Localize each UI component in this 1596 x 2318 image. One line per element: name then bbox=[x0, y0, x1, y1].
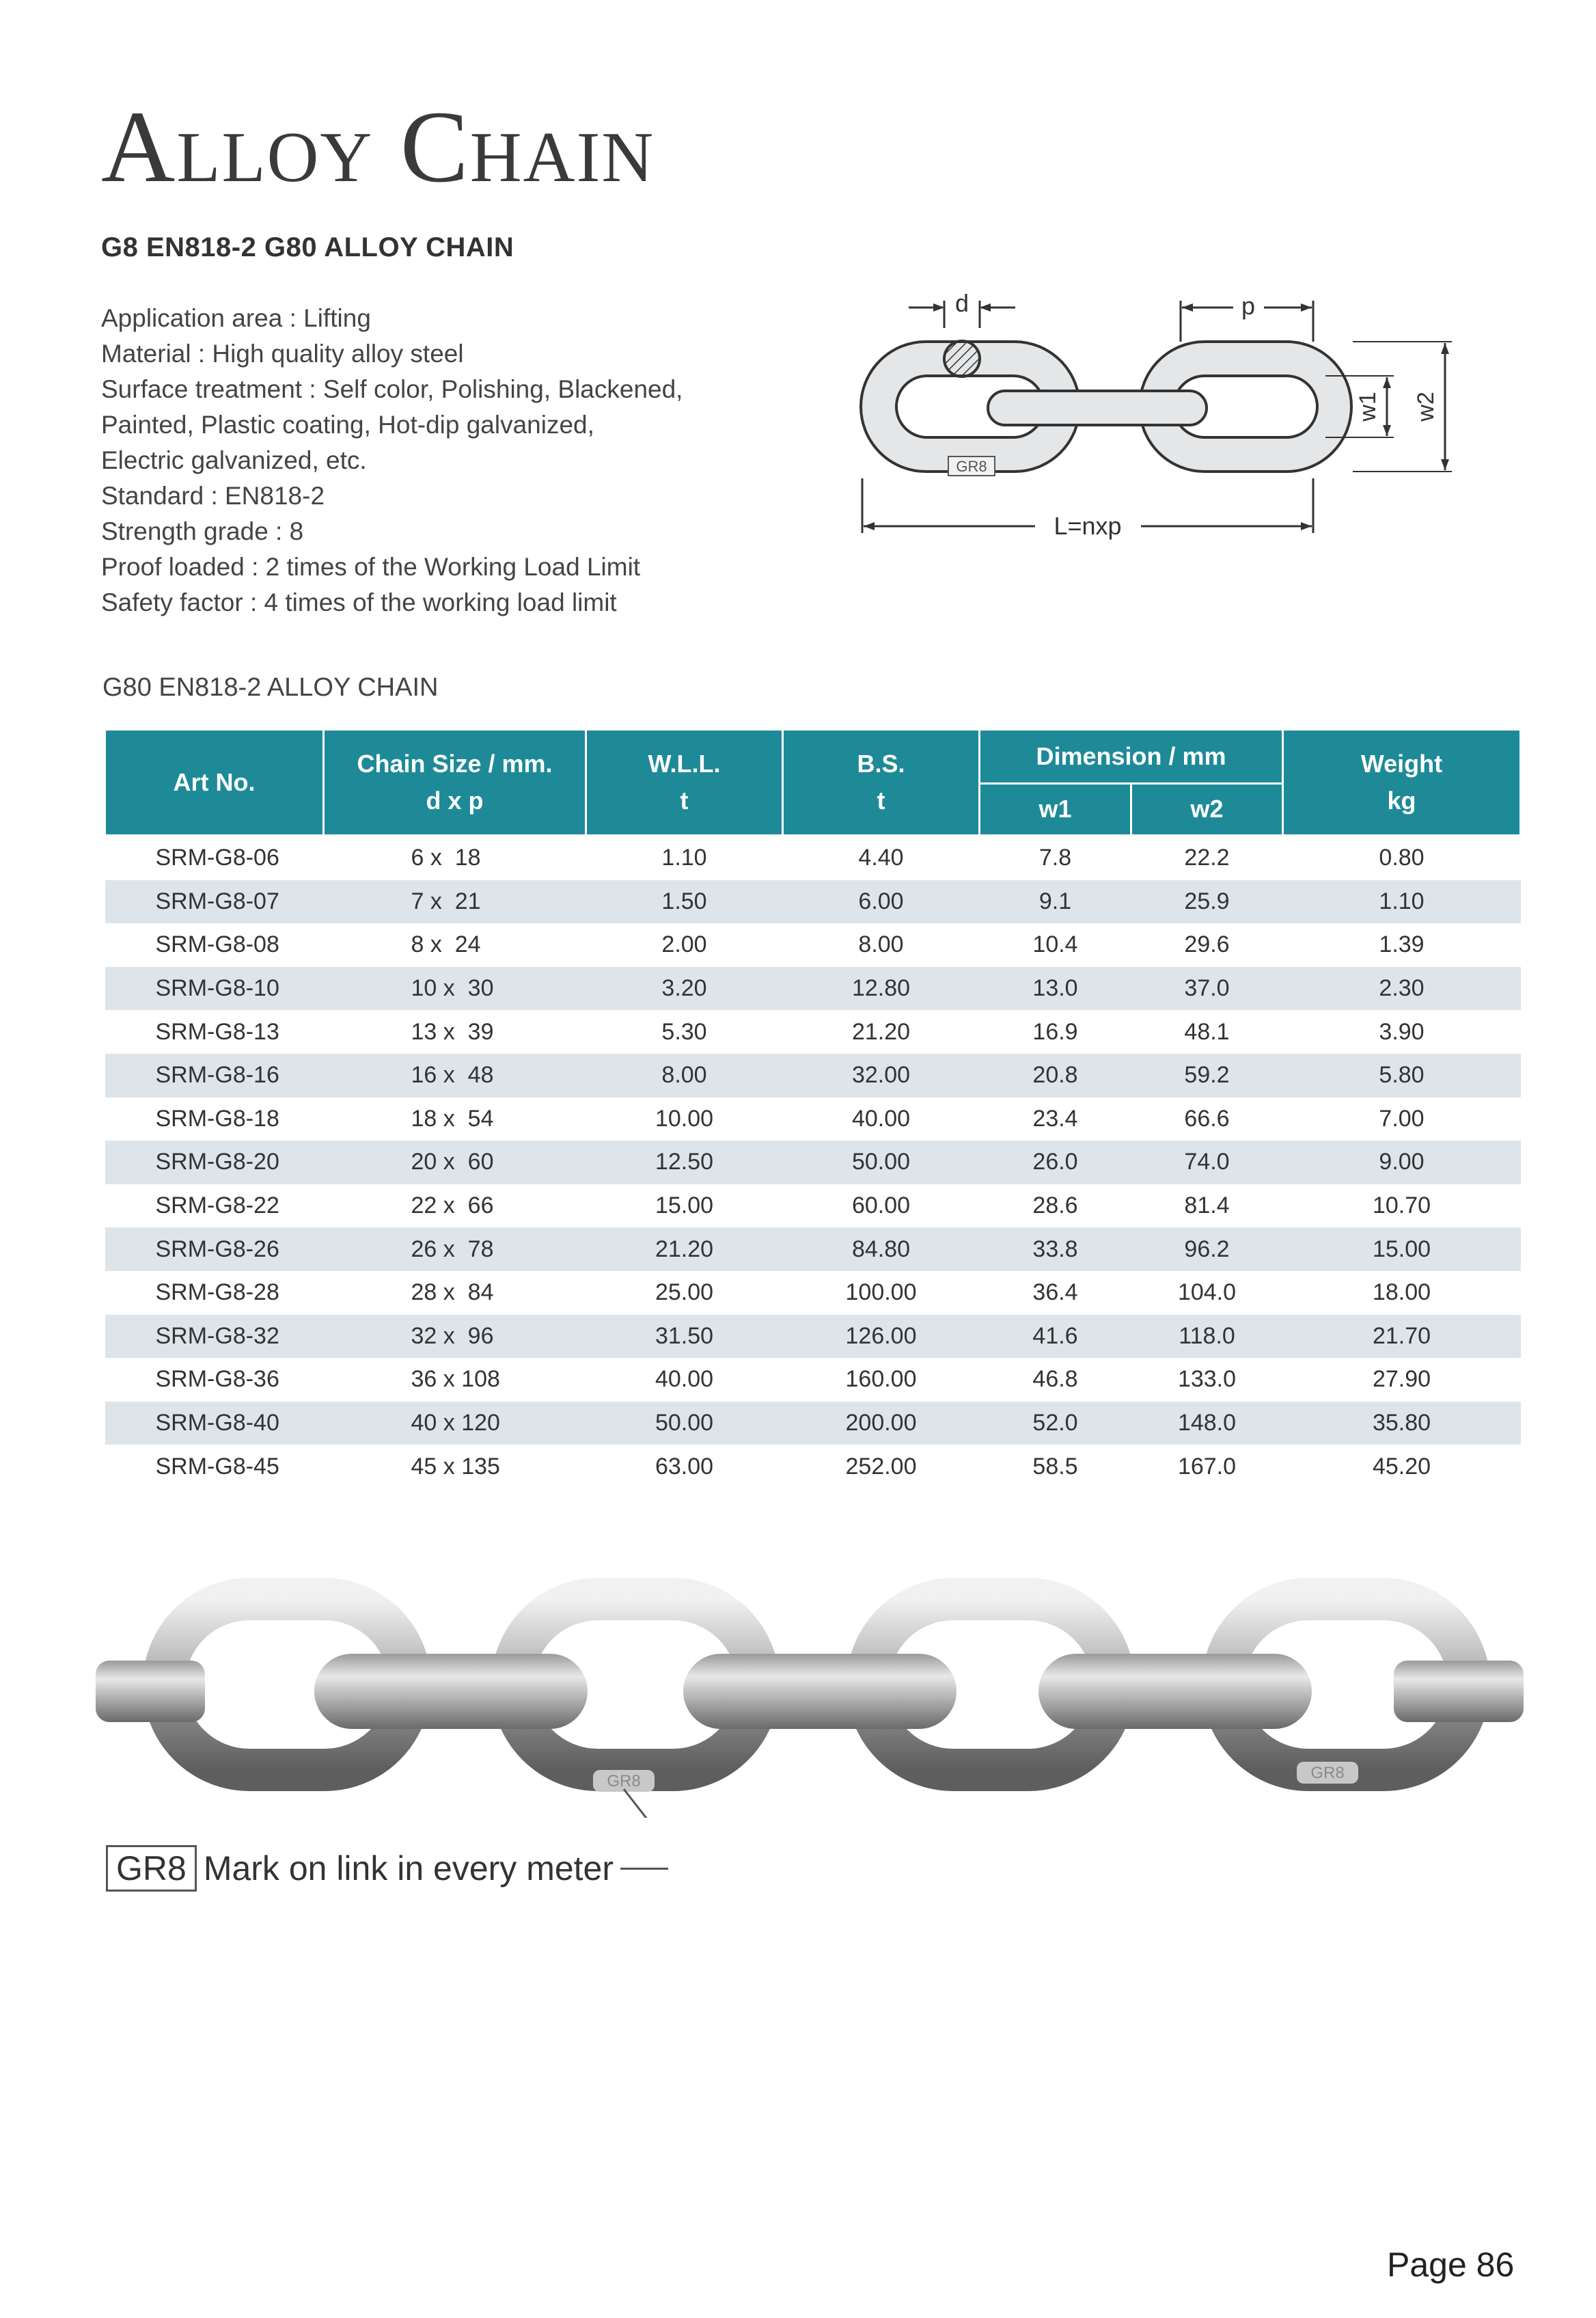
cell-chain-size: 10 x 30 bbox=[324, 967, 586, 1011]
chain-spec-table bbox=[104, 728, 1522, 1488]
page-title: Alloy Chain bbox=[101, 90, 655, 204]
w2-label: w2 bbox=[1413, 392, 1439, 422]
table-row bbox=[105, 1402, 1521, 1445]
cell-bs: 160.00 bbox=[845, 1366, 917, 1393]
cell-weight: 7.00 bbox=[1379, 1105, 1425, 1132]
cell-wll: 8.00 bbox=[586, 1054, 783, 1097]
cell-w1: 36.4 bbox=[1032, 1279, 1078, 1306]
header-chain-size-sub: d x p bbox=[426, 787, 484, 815]
table-row bbox=[105, 1010, 1521, 1054]
header-bs-label: B.S. bbox=[857, 750, 905, 778]
spec-line: Material : High quality alloy steel bbox=[101, 340, 464, 368]
cell-art-no: SRM-G8-36 bbox=[155, 1366, 279, 1393]
cell-w2: 59.2 bbox=[1131, 1054, 1283, 1097]
cell-chain-size: 22 x 66 bbox=[411, 1192, 494, 1219]
table-row bbox=[105, 1358, 1521, 1402]
cell-bs: 60.00 bbox=[851, 1192, 911, 1219]
cell-wll: 15.00 bbox=[655, 1192, 714, 1219]
cell-w2: 48.1 bbox=[1184, 1018, 1230, 1045]
cell-art-no: SRM-G8-10 bbox=[105, 967, 324, 1011]
cell-w1: 52.0 bbox=[980, 1402, 1131, 1445]
cell-wll: 10.00 bbox=[655, 1105, 714, 1132]
cell-bs: 100.00 bbox=[845, 1279, 917, 1306]
cell-bs: 84.80 bbox=[783, 1227, 980, 1271]
cell-w2: 74.0 bbox=[1131, 1141, 1283, 1184]
cell-chain-size: 45 x 135 bbox=[411, 1453, 500, 1480]
table-row bbox=[105, 1097, 1521, 1141]
cell-art-no: SRM-G8-32 bbox=[105, 1315, 324, 1359]
chain-links-side bbox=[96, 1654, 1524, 1729]
cell-w2: 148.0 bbox=[1131, 1402, 1283, 1445]
header-wll bbox=[586, 730, 783, 836]
chain-photo bbox=[96, 1572, 1524, 1818]
cell-w2: 104.0 bbox=[1177, 1279, 1237, 1306]
cell-chain-size: 28 x 84 bbox=[411, 1279, 494, 1306]
cell-art-no: SRM-G8-13 bbox=[155, 1018, 279, 1045]
spec-line: Standard : EN818-2 bbox=[101, 482, 325, 510]
cell-wll: 2.00 bbox=[661, 931, 707, 958]
header-art-no: Art No. bbox=[105, 730, 324, 836]
cell-bs: 200.00 bbox=[783, 1402, 980, 1445]
cell-w1: 23.4 bbox=[1032, 1105, 1078, 1132]
cell-art-no: SRM-G8-26 bbox=[105, 1227, 324, 1271]
cell-bs: 6.00 bbox=[783, 880, 980, 924]
cell-weight: 10.70 bbox=[1372, 1192, 1431, 1219]
header-dimension: Dimension / mm bbox=[980, 730, 1283, 784]
cell-w1: 28.6 bbox=[1032, 1192, 1078, 1219]
cell-weight: 1.10 bbox=[1283, 880, 1521, 924]
table-row bbox=[105, 1445, 1521, 1488]
table-body bbox=[105, 836, 1521, 1488]
header-w1: w1 bbox=[980, 783, 1131, 835]
gr8-stamp-label: GR8 bbox=[607, 1772, 641, 1790]
cell-wll: 40.00 bbox=[655, 1366, 714, 1393]
table-row bbox=[105, 1271, 1521, 1315]
cell-w1: 58.5 bbox=[1032, 1453, 1078, 1480]
header-chain-size-label: Chain Size / mm. bbox=[357, 750, 553, 778]
cell-bs: 50.00 bbox=[783, 1141, 980, 1184]
cell-wll: 5.30 bbox=[661, 1018, 707, 1045]
w1-label: w1 bbox=[1355, 392, 1381, 422]
cell-w1: 10.4 bbox=[1032, 931, 1078, 958]
cell-chain-size: 6 x 18 bbox=[411, 845, 481, 871]
cell-chain-size: 13 x 39 bbox=[411, 1018, 494, 1045]
spec-line: Painted, Plastic coating, Hot-dip galvanized, bbox=[101, 411, 594, 439]
cell-art-no: SRM-G8-20 bbox=[105, 1141, 324, 1184]
product-subtitle: G8 EN818-2 G80 ALLOY CHAIN bbox=[101, 232, 514, 262]
cell-wll: 3.20 bbox=[586, 967, 783, 1011]
cell-w1: 33.8 bbox=[980, 1227, 1131, 1271]
cell-weight: 27.90 bbox=[1372, 1366, 1431, 1393]
gr8-stamp-label-2: GR8 bbox=[1310, 1764, 1345, 1782]
cell-w1: 9.1 bbox=[980, 880, 1131, 924]
middle-link bbox=[988, 391, 1207, 425]
cell-chain-size: 36 x 108 bbox=[411, 1366, 500, 1393]
cell-w1: 46.8 bbox=[1032, 1366, 1078, 1393]
spec-line: Proof loaded : 2 times of the Working Load Limit bbox=[101, 553, 641, 581]
cell-art-no: SRM-G8-45 bbox=[155, 1453, 279, 1480]
header-chain-size bbox=[324, 730, 586, 836]
cell-wll: 63.00 bbox=[655, 1453, 714, 1480]
cell-art-no: SRM-G8-28 bbox=[155, 1279, 279, 1306]
cell-bs: 4.40 bbox=[858, 845, 904, 871]
cell-chain-size: 18 x 54 bbox=[411, 1105, 494, 1132]
cell-w1: 20.8 bbox=[980, 1054, 1131, 1097]
cell-wll: 25.00 bbox=[655, 1279, 714, 1306]
cell-w2: 37.0 bbox=[1131, 967, 1283, 1011]
cell-weight: 9.00 bbox=[1283, 1141, 1521, 1184]
cell-w1: 7.8 bbox=[1038, 845, 1072, 871]
header-bs-unit: t bbox=[877, 787, 885, 815]
spec-list bbox=[101, 301, 784, 621]
cell-art-no: SRM-G8-18 bbox=[155, 1105, 279, 1132]
cell-chain-size: 20 x 60 bbox=[324, 1141, 586, 1184]
cell-wll: 50.00 bbox=[586, 1402, 783, 1445]
header-bs bbox=[783, 730, 980, 836]
cell-art-no: SRM-G8-06 bbox=[155, 845, 279, 871]
cell-chain-size: 26 x 78 bbox=[324, 1227, 586, 1271]
page-number: Page 86 bbox=[1387, 2246, 1515, 2284]
cell-bs: 126.00 bbox=[783, 1315, 980, 1359]
table-caption: G80 EN818-2 ALLOY CHAIN bbox=[102, 673, 439, 702]
gr8-note-box: GR8 bbox=[106, 1845, 197, 1892]
table-row bbox=[105, 1315, 1521, 1359]
cell-chain-size: 7 x 21 bbox=[324, 880, 586, 924]
cell-w2: 133.0 bbox=[1177, 1366, 1237, 1393]
length-label: L=nxp bbox=[1054, 512, 1122, 540]
cell-weight: 18.00 bbox=[1372, 1279, 1431, 1306]
gr8-note-text: Mark on link in every meter bbox=[203, 1849, 614, 1887]
cell-weight: 5.80 bbox=[1283, 1054, 1521, 1097]
cell-wll: 21.20 bbox=[586, 1227, 783, 1271]
cell-w2: 25.9 bbox=[1131, 880, 1283, 924]
header-weight-label: Weight bbox=[1360, 750, 1443, 778]
table-row bbox=[105, 1054, 1521, 1097]
table-row bbox=[105, 1184, 1521, 1228]
cell-art-no: SRM-G8-08 bbox=[155, 931, 279, 958]
spec-line: Electric galvanized, etc. bbox=[101, 446, 367, 474]
gr8-mark-label: GR8 bbox=[956, 458, 987, 475]
cell-bs: 21.20 bbox=[851, 1018, 911, 1045]
cell-weight: 2.30 bbox=[1283, 967, 1521, 1011]
cell-weight: 3.90 bbox=[1379, 1018, 1425, 1045]
table-row bbox=[105, 880, 1521, 924]
p-label: p bbox=[1241, 292, 1256, 320]
cell-chain-size: 8 x 24 bbox=[411, 931, 481, 958]
cell-wll: 1.10 bbox=[661, 845, 707, 871]
cell-w2: 167.0 bbox=[1177, 1453, 1237, 1480]
cell-bs: 8.00 bbox=[858, 931, 904, 958]
header-wll-label: W.L.L. bbox=[648, 750, 721, 778]
cell-bs: 252.00 bbox=[845, 1453, 917, 1480]
cell-w2: 81.4 bbox=[1184, 1192, 1230, 1219]
cell-w1: 41.6 bbox=[980, 1315, 1131, 1359]
gr8-mark-note bbox=[106, 1845, 668, 1892]
cell-bs: 32.00 bbox=[783, 1054, 980, 1097]
header-w2: w2 bbox=[1131, 783, 1283, 835]
cell-w1: 26.0 bbox=[980, 1141, 1131, 1184]
cell-w2: 22.2 bbox=[1184, 845, 1230, 871]
header-wll-unit: t bbox=[680, 787, 689, 815]
cell-w1: 13.0 bbox=[980, 967, 1131, 1011]
cell-bs: 12.80 bbox=[783, 967, 980, 1011]
spec-line: Application area : Lifting bbox=[101, 304, 371, 332]
cell-weight: 15.00 bbox=[1283, 1227, 1521, 1271]
d-label: d bbox=[954, 289, 969, 317]
header-weight-unit: kg bbox=[1387, 787, 1416, 815]
cell-art-no: SRM-G8-07 bbox=[105, 880, 324, 924]
cell-weight: 35.80 bbox=[1283, 1402, 1521, 1445]
cell-bs: 40.00 bbox=[851, 1105, 911, 1132]
cell-w1: 16.9 bbox=[1032, 1018, 1078, 1045]
table-row bbox=[105, 1227, 1521, 1271]
spec-line: Surface treatment : Self color, Polishing, Blackened, bbox=[101, 375, 683, 403]
cell-w2: 96.2 bbox=[1131, 1227, 1283, 1271]
cell-w2: 66.6 bbox=[1184, 1105, 1230, 1132]
cell-chain-size: 16 x 48 bbox=[324, 1054, 586, 1097]
leader-line bbox=[620, 1868, 668, 1870]
cell-weight: 0.80 bbox=[1379, 845, 1425, 871]
table-row bbox=[105, 967, 1521, 1011]
cell-weight: 45.20 bbox=[1372, 1453, 1431, 1480]
table-row bbox=[105, 1141, 1521, 1184]
table-row bbox=[105, 836, 1521, 880]
cell-art-no: SRM-G8-16 bbox=[105, 1054, 324, 1097]
cell-wll: 12.50 bbox=[586, 1141, 783, 1184]
cell-weight: 21.70 bbox=[1283, 1315, 1521, 1359]
spec-line: Safety factor : 4 times of the working load limit bbox=[101, 588, 617, 616]
chain-dimension-diagram bbox=[854, 280, 1469, 547]
header-weight bbox=[1283, 730, 1521, 836]
spec-line: Strength grade : 8 bbox=[101, 517, 304, 545]
cell-art-no: SRM-G8-22 bbox=[155, 1192, 279, 1219]
cell-wll: 1.50 bbox=[586, 880, 783, 924]
cell-chain-size: 32 x 96 bbox=[324, 1315, 586, 1359]
cell-w2: 118.0 bbox=[1131, 1315, 1283, 1359]
table-row bbox=[105, 923, 1521, 967]
cell-wll: 31.50 bbox=[586, 1315, 783, 1359]
cell-w2: 29.6 bbox=[1184, 931, 1230, 958]
cell-art-no: SRM-G8-40 bbox=[105, 1402, 324, 1445]
cell-chain-size: 40 x 120 bbox=[324, 1402, 586, 1445]
wire-section-icon bbox=[944, 341, 980, 377]
cell-weight: 1.39 bbox=[1379, 931, 1425, 958]
